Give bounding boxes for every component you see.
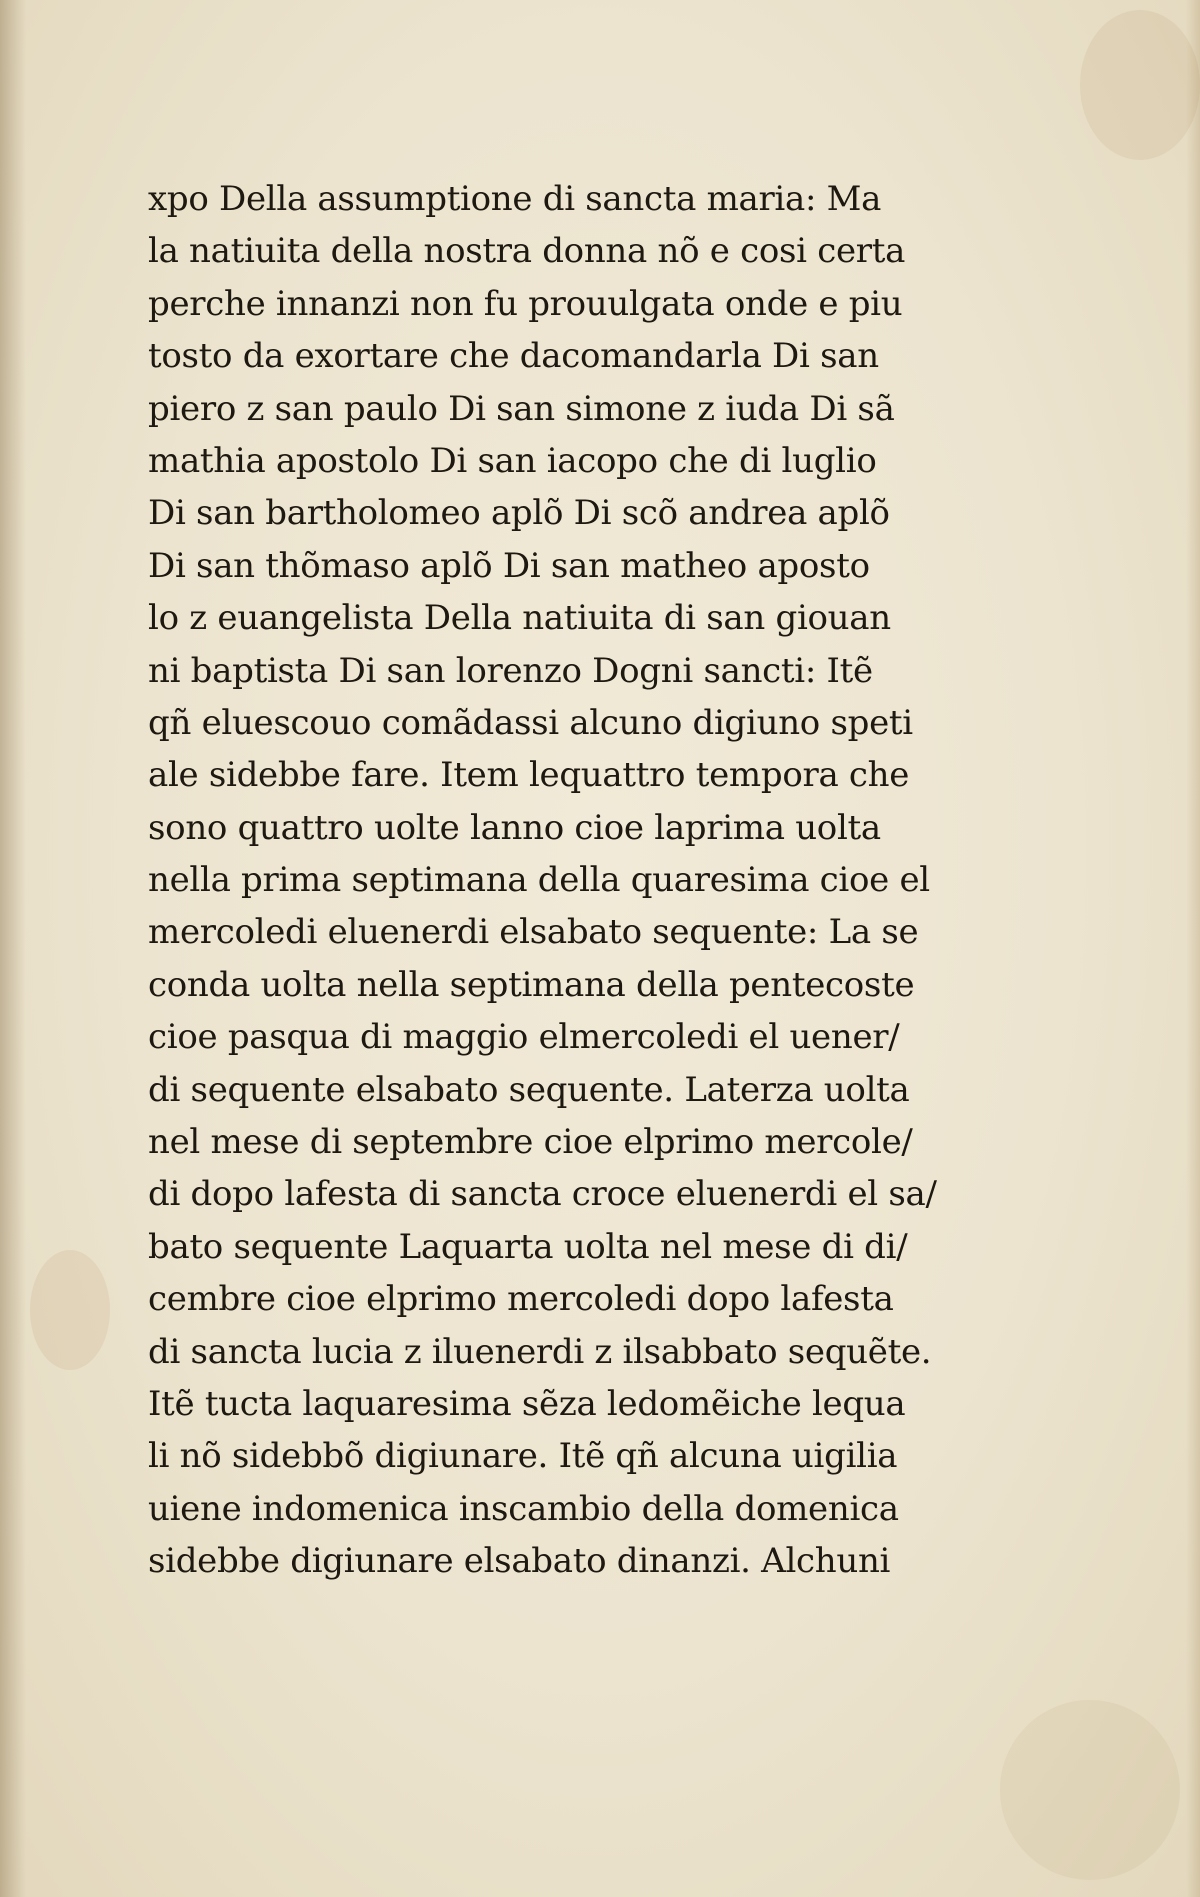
text-line: di sequente elsabato sequente. Laterza uolta: [148, 1069, 910, 1110]
text-line: sidebbe digiunare elsabato dinanzi. Alchuni: [148, 1541, 891, 1582]
page-edge-shadow-right: [1186, 0, 1200, 1897]
text-block: [148, 173, 978, 1588]
text-line: ale sidebbe fare. Item lequattro tempora che: [148, 755, 910, 796]
text-line: Itẽ tucta laquaresima sẽza ledomẽiche lequa: [148, 1383, 906, 1424]
text-line: li nõ sidebbõ digiunare. Itẽ qñ alcuna uigilia: [148, 1436, 898, 1477]
paper-stain: [1000, 1700, 1180, 1880]
text-line: cembre cioe elprimo mercoledi dopo lafesta: [148, 1279, 894, 1320]
text-line: Di san bartholomeo aplõ Di scõ andrea aplõ: [148, 493, 890, 534]
text-line: qñ eluescouo comãdassi alcuno digiuno speti: [148, 702, 913, 743]
text-line: tosto da exortare che dacomandarla Di san: [148, 336, 879, 377]
text-line: lo z euangelista Della natiuita di san giouan: [148, 598, 891, 639]
text-line: conda uolta nella septimana della pentecoste: [148, 964, 915, 1005]
text-line: ni baptista Di san lorenzo Dogni sancti: Itẽ: [148, 650, 873, 691]
text-line: la natiuita della nostra donna nõ e cosi certa: [148, 231, 906, 272]
text-line: perche innanzi non fu prouulgata onde e piu: [148, 283, 903, 324]
text-line: uiene indomenica inscambio della domenica: [148, 1488, 899, 1529]
text-line: nella prima septimana della quaresima cioe el: [148, 860, 930, 901]
text-line: mercoledi eluenerdi elsabato sequente: La se: [148, 912, 919, 953]
text-line: nel mese di septembre cioe elprimo mercole/: [148, 1122, 913, 1163]
page-edge-shadow: [0, 0, 26, 1897]
text-line: xpo Della assumptione di sancta maria: Ma: [148, 179, 882, 219]
paper-stain: [1080, 10, 1200, 160]
text-line: mathia apostolo Di san iacopo che di luglio: [148, 440, 877, 481]
text-line: Di san thõmaso aplõ Di san matheo aposto: [148, 545, 870, 586]
text-line: di sancta lucia z iluenerdi z ilsabbato sequẽte.: [148, 1331, 932, 1372]
text-line: piero z san paulo Di san simone z iuda Di sã: [148, 388, 895, 429]
text-line: di dopo lafesta di sancta croce eluenerdi el sa/: [148, 1174, 937, 1215]
paper-stain: [30, 1250, 110, 1370]
text-line: bato sequente Laquarta uolta nel mese di di/: [148, 1226, 908, 1267]
text-line: sono quattro uolte lanno cioe laprima uolta: [148, 807, 881, 848]
text-line: cioe pasqua di maggio elmercoledi el uener/: [148, 1017, 900, 1058]
